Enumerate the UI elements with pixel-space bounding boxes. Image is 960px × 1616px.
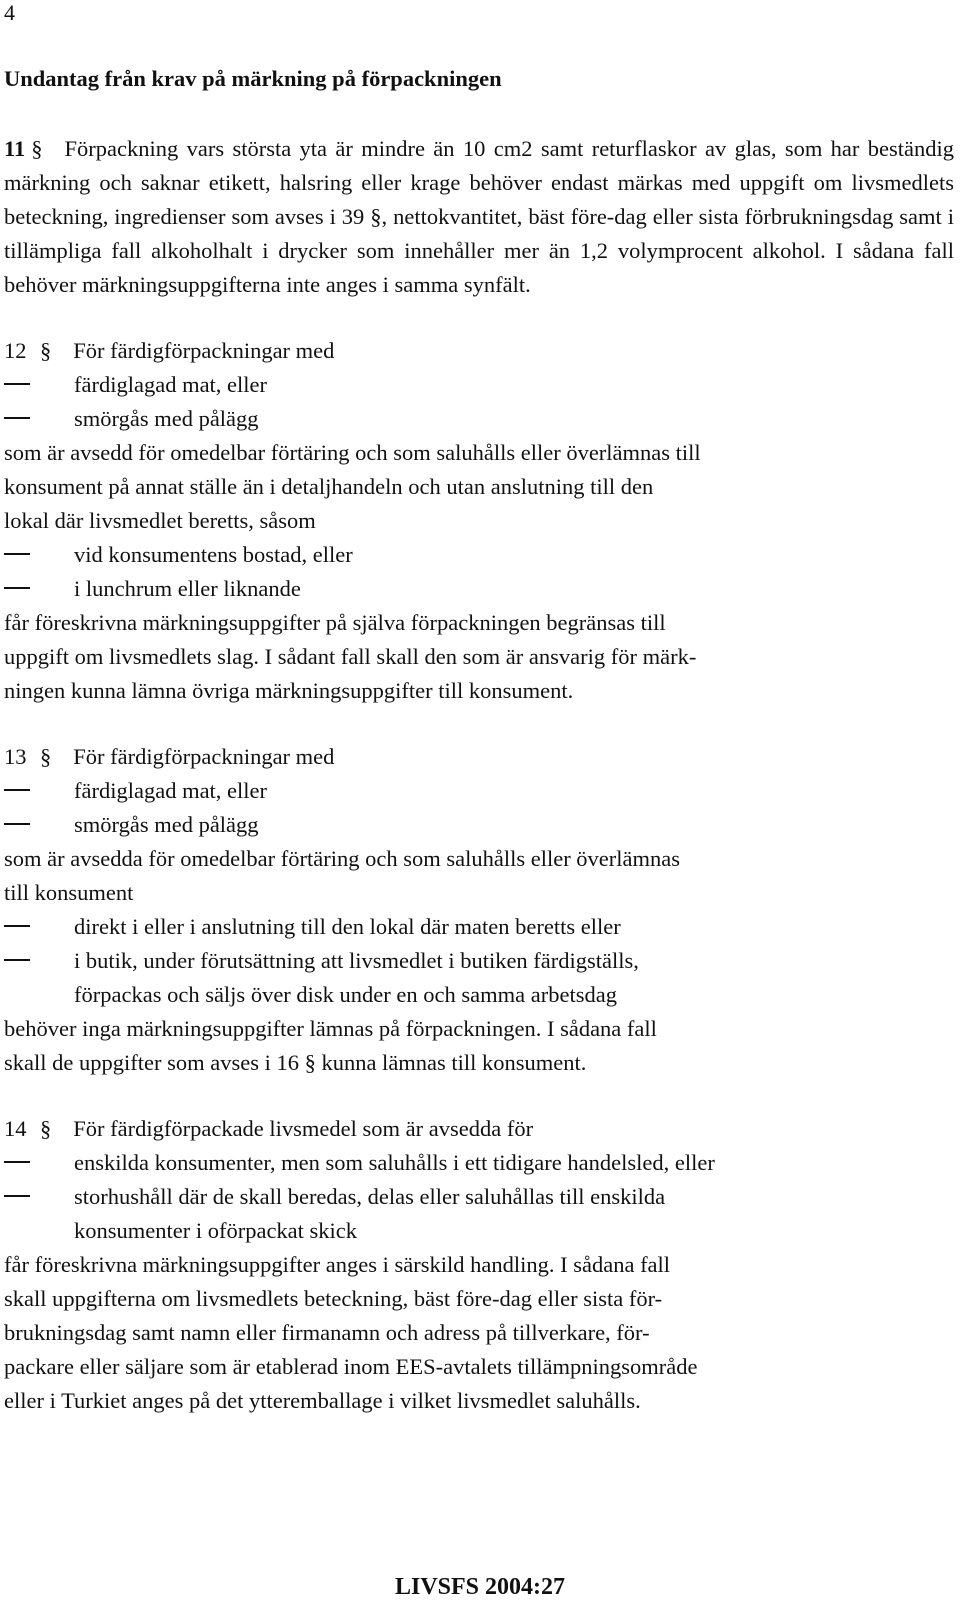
paragraph-14 — [4, 1112, 954, 1418]
dash-bullet — [4, 587, 30, 589]
paragraph-number: 12 — [4, 338, 27, 363]
paragraph-text: Förpackning vars största yta är mindre än 10 cm2 samt returflaskor av glas, som har beständig märkning och saknar etikett, halsring eller krage behöver endast märkas med uppgift om livsmedlets beteckning, ingredienser som avses i 39 §, nettokvantitet, bäst före-dag eller sista förbrukningsdag samt i tillämpliga fall alkoholhalt i drycker som innehåller mer än 1,2 volymprocent alkohol. I sådana fall behöver märkningsuppgifterna inte anges i samma synfält. — [4, 136, 954, 297]
dash-bullet — [4, 417, 30, 419]
paragraph-11 — [4, 98, 954, 302]
paragraph-end: får föreskrivna märkningsuppgifter på själva förpackningen begränsas till uppgift om livsmedlets slag. I sådant fall skall den som är ansvarig för märk- ningen kunna lämna övriga märkningsuppgifter till konsument. — [4, 610, 697, 703]
page-number: 4 — [4, 0, 15, 25]
paragraph-intro: För färdigförpackningar med — [73, 338, 335, 363]
list-item: enskilda konsumenter, men som saluhålls i ett tidigare handelsled, eller — [4, 1146, 954, 1180]
dash-bullet — [4, 383, 30, 385]
footer-reference: LIVSFS 2004:27 — [394, 1574, 566, 1600]
dash-bullet — [4, 823, 30, 825]
list-item: storhushåll där de skall beredas, delas eller saluhållas till enskilda konsumenter i oförpackat skick — [4, 1180, 954, 1248]
paragraph-end: får föreskrivna märkningsuppgifter anges i särskild handling. I sådana fall skall uppgifterna om livsmedlets beteckning, bäst före-dag eller sista för- brukningsdag samt namn eller firmanamn och adress på tillverkare, för- packare eller säljare som är etablerad inom EES-avtalets tillämpningsområde eller i Turkiet anges på det ytteremballage i vilket livsmedlet saluhålls. — [4, 1252, 698, 1413]
dash-bullet — [4, 1195, 30, 1197]
list-item: vid konsumentens bostad, eller — [4, 538, 954, 572]
section-symbol: § — [40, 338, 52, 363]
list-item: färdiglagad mat, eller — [4, 368, 954, 402]
document-body — [4, 62, 954, 1450]
paragraph-12 — [4, 334, 954, 708]
list-item: i butik, under förutsättning att livsmedlet i butiken färdigställs, förpackas och säljs över disk under en och samma arbetsdag — [4, 944, 954, 1012]
section-heading: Undantag från krav på märkning på förpackningen — [4, 66, 502, 91]
section-symbol: § — [31, 136, 43, 161]
dash-bullet — [4, 553, 30, 555]
list-item: i lunchrum eller liknande — [4, 572, 954, 606]
paragraph-number: 13 — [4, 744, 27, 769]
paragraph-intro: För färdigförpackningar med — [73, 744, 335, 769]
paragraph-middle: som är avsedda för omedelbar förtäring och som saluhålls eller överlämnas till konsument — [4, 846, 681, 905]
list-item: färdiglagad mat, eller — [4, 774, 954, 808]
dash-bullet — [4, 959, 30, 961]
dash-bullet — [4, 789, 30, 791]
paragraph-13 — [4, 740, 954, 1080]
paragraph-middle: som är avsedd för omedelbar förtäring och som saluhålls eller överlämnas till konsument på annat ställe än i detaljhandeln och utan anslutning till den lokal där livsmedlet beretts, såsom — [4, 440, 701, 533]
section-symbol: § — [40, 1116, 52, 1141]
paragraph-end: behöver inga märkningsuppgifter lämnas på förpackningen. I sådana fall skall de uppgifter som avses i 16 § kunna lämnas till konsument. — [4, 1016, 657, 1075]
paragraph-number: 11 — [4, 136, 26, 161]
list-item: direkt i eller i anslutning till den lokal där maten beretts eller — [4, 910, 954, 944]
list-item: smörgås med pålägg — [4, 808, 954, 842]
dash-bullet — [4, 925, 30, 927]
paragraph-intro: För färdigförpackade livsmedel som är avsedda för — [73, 1116, 534, 1141]
section-symbol: § — [40, 744, 52, 769]
dash-bullet — [4, 1161, 30, 1163]
list-item: smörgås med pålägg — [4, 402, 954, 436]
paragraph-number: 14 — [4, 1116, 27, 1141]
